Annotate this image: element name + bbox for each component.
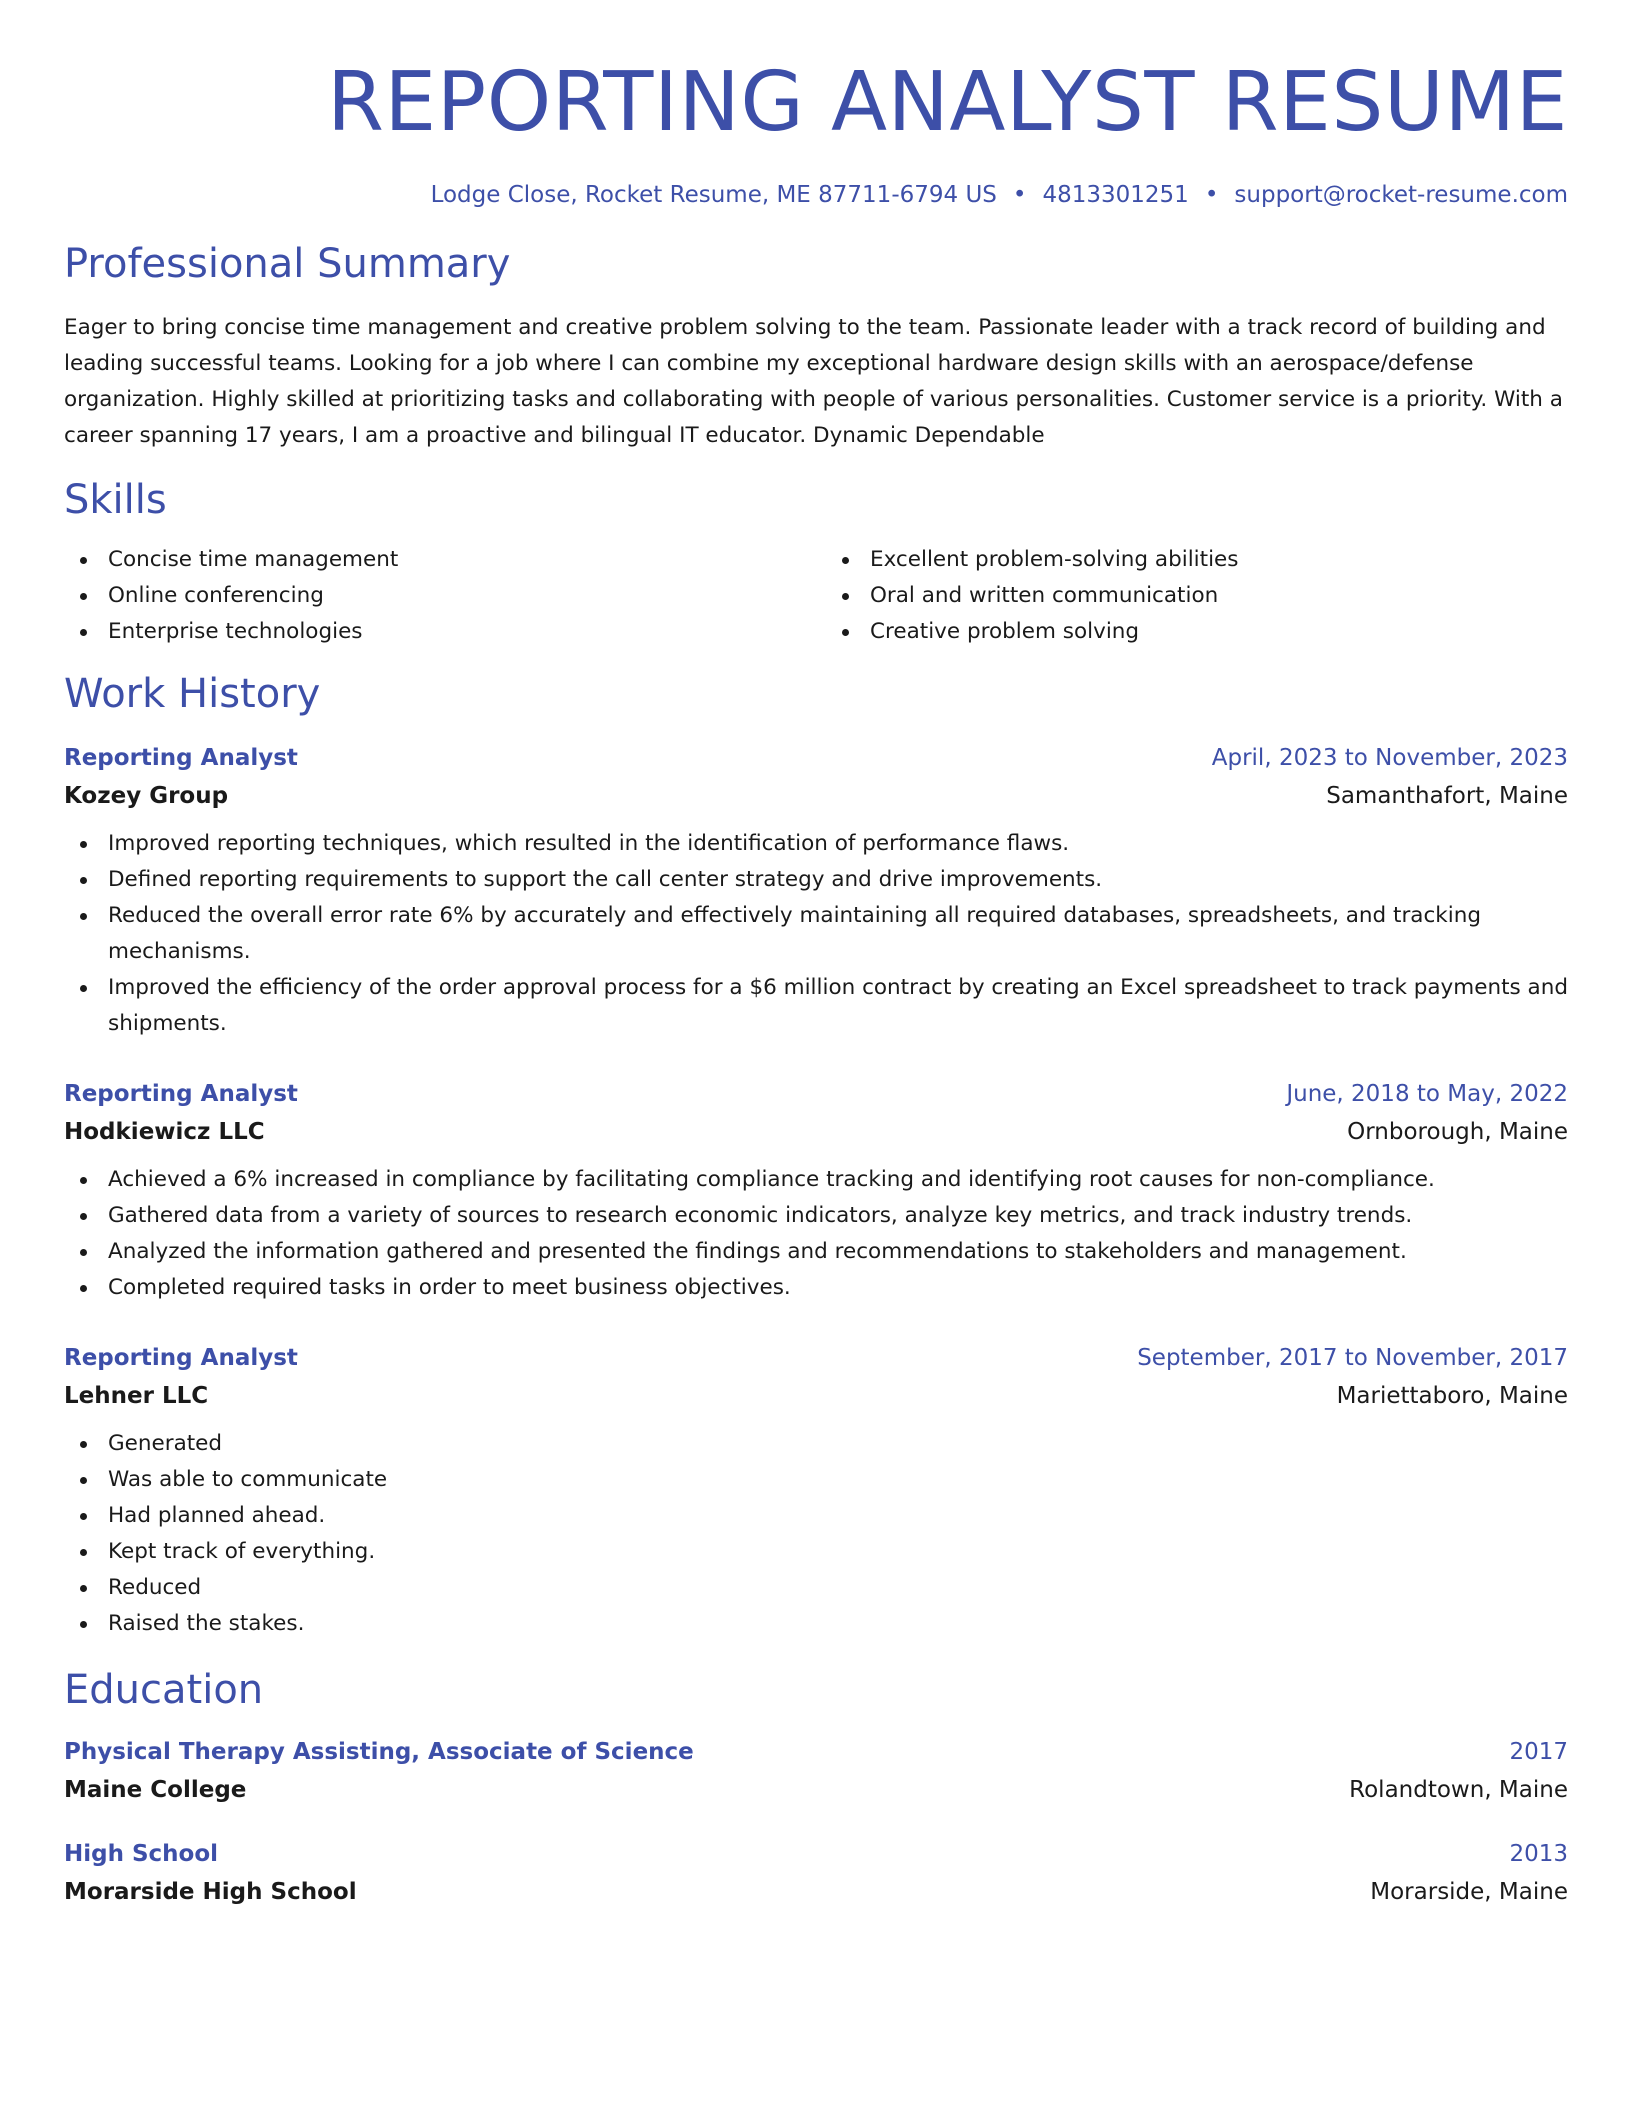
job-company: Kozey Group (64, 782, 229, 809)
skill-item: Online conferencing (64, 578, 806, 614)
job-entry (64, 740, 1568, 1042)
job-bullets (64, 1162, 1568, 1306)
education-year: 2017 (1509, 1738, 1568, 1765)
job-header-row (64, 1340, 1568, 1376)
skill-item: Excellent problem-solving abilities (826, 542, 1568, 578)
job-title: Reporting Analyst (64, 744, 298, 771)
job-title: Reporting Analyst (64, 1344, 298, 1371)
job-bullet: Achieved a 6% increased in compliance by facilitating compliance tracking and identifying root causes for non-compliance. (64, 1162, 1568, 1198)
job-bullet: Was able to communicate (64, 1462, 1568, 1498)
education-entry (64, 1734, 1568, 1810)
contact-line (64, 182, 1568, 210)
job-dates: April, 2023 to November, 2023 (1211, 744, 1568, 771)
job-company: Lehner LLC (64, 1382, 209, 1409)
education-location: Rolandtown, Maine (1349, 1776, 1568, 1803)
job-location: Samanthafort, Maine (1326, 782, 1568, 809)
job-company-row (64, 776, 1568, 816)
education-year: 2013 (1509, 1840, 1568, 1867)
job-location: Ornborough, Maine (1347, 1118, 1568, 1145)
skill-item: Creative problem solving (826, 614, 1568, 650)
skills-column-left (64, 542, 806, 650)
education-header-row (64, 1836, 1568, 1872)
job-bullet: Had planned ahead. (64, 1498, 1568, 1534)
contact-address: Lodge Close, Rocket Resume, ME 87711-6794 US (430, 182, 997, 209)
resume-title: REPORTING ANALYST RESUME (326, 55, 1568, 150)
job-company-row (64, 1376, 1568, 1416)
job-location: Mariettaboro, Maine (1336, 1382, 1568, 1409)
job-header-row (64, 740, 1568, 776)
education-school-row (64, 1872, 1568, 1912)
education-heading: Education (64, 1666, 264, 1713)
job-bullet: Analyzed the information gathered and presented the findings and recommendations to stakeholders and management. (64, 1234, 1568, 1270)
skill-item: Concise time management (64, 542, 806, 578)
contact-separator: • (1012, 182, 1027, 209)
education-school-row (64, 1770, 1568, 1810)
education-degree: High School (64, 1840, 219, 1867)
contact-email[interactable]: support@rocket-resume.com (1234, 182, 1568, 209)
education-entry (64, 1836, 1568, 1912)
job-bullet: Reduced (64, 1570, 1568, 1606)
job-bullet: Raised the stakes. (64, 1606, 1568, 1642)
job-company-row (64, 1112, 1568, 1152)
job-bullet: Completed required tasks in order to meet business objectives. (64, 1270, 1568, 1306)
job-bullet: Reduced the overall error rate 6% by accurately and effectively maintaining all required databases, spreadsheets, and tracking mechanisms. (64, 898, 1568, 970)
job-company: Hodkiewicz LLC (64, 1118, 265, 1145)
skills-heading: Skills (64, 476, 167, 523)
job-bullets (64, 826, 1568, 1042)
skills-column-right (826, 542, 1568, 650)
job-bullet: Defined reporting requirements to support the call center strategy and drive improvements. (64, 862, 1568, 898)
job-bullet: Kept track of everything. (64, 1534, 1568, 1570)
job-bullets (64, 1426, 1568, 1642)
job-entry (64, 1076, 1568, 1306)
contact-phone: 4813301251 (1042, 182, 1189, 209)
contact-separator: • (1204, 182, 1219, 209)
job-header-row (64, 1076, 1568, 1112)
skills-list (64, 542, 1568, 650)
job-entry (64, 1340, 1568, 1642)
job-bullet: Improved the efficiency of the order approval process for a $6 million contract by creating an Excel spreadsheet to track payments and shipments. (64, 970, 1568, 1042)
job-bullet: Generated (64, 1426, 1568, 1462)
job-bullet: Improved reporting techniques, which resulted in the identification of performance flaws. (64, 826, 1568, 862)
job-title: Reporting Analyst (64, 1080, 298, 1107)
skill-item: Oral and written communication (826, 578, 1568, 614)
education-degree: Physical Therapy Assisting, Associate of Science (64, 1738, 694, 1765)
education-school: Morarside High School (64, 1878, 357, 1905)
job-dates: September, 2017 to November, 2017 (1137, 1344, 1568, 1371)
summary-heading: Professional Summary (64, 240, 511, 287)
education-location: Morarside, Maine (1370, 1878, 1568, 1905)
education-school: Maine College (64, 1776, 247, 1803)
education-header-row (64, 1734, 1568, 1770)
job-bullet: Gathered data from a variety of sources to research economic indicators, analyze key metrics, and track industry trends. (64, 1198, 1568, 1234)
work-history-heading: Work History (64, 670, 321, 717)
summary-text: Eager to bring concise time management and creative problem solving to the team. Passionate leader with a track record of building and leading successful teams. Looking for a job where I can combine my exceptional hardware design skills with an aerospace/defense organization. Highly skilled at prioritizing tasks and collaborating with people of various personalities. Customer service is a priority. With a career spanning 17 years, I am a proactive and bilingual IT educator. Dynamic Dependable (64, 314, 1563, 448)
skill-item: Enterprise technologies (64, 614, 806, 650)
job-dates: June, 2018 to May, 2022 (1286, 1080, 1568, 1107)
